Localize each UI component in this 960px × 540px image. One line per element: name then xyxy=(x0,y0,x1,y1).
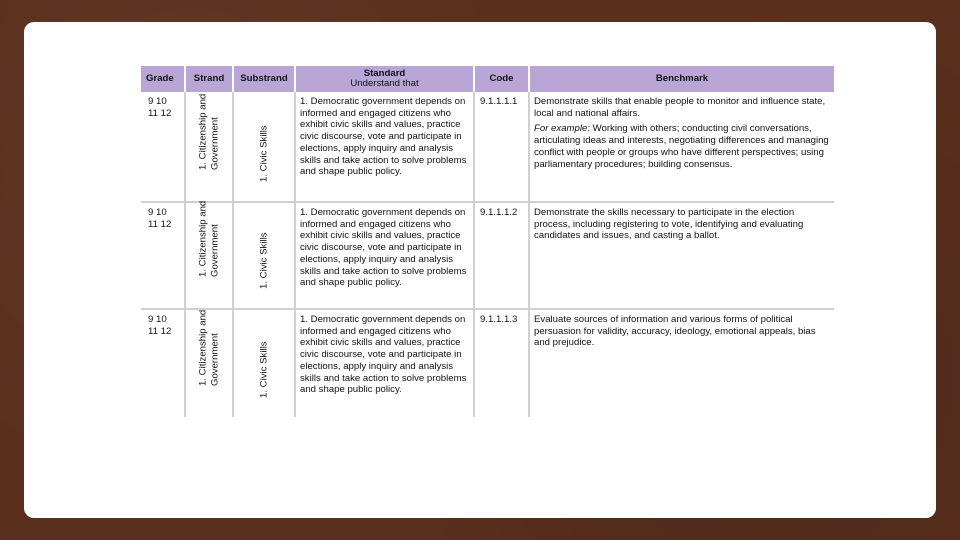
table-header-row xyxy=(141,66,834,92)
header-standard-title: Standard xyxy=(363,67,406,79)
code-cell: 9.1.1.1.1 xyxy=(474,92,529,202)
example-text: Working with others; conducting civil conversations, articulating ideas and interests, negotiating differences and managing conflict with people or groups who have different perspectives; using parliamentary procedures; building consensus. xyxy=(534,123,829,170)
substrand-cell xyxy=(233,309,295,417)
header-benchmark: Benchmark xyxy=(529,66,834,92)
benchmark-cell xyxy=(529,202,834,309)
strand-cell xyxy=(185,309,233,417)
standard-cell: 1. Democratic government depends on informed and engaged citizens who exhibit civic skills and values, practice civic discourse, vote and participate in elections, apply inquiry and analysis skills and take action to solve problems and shape public policy. xyxy=(295,92,474,202)
header-strand: Strand xyxy=(185,66,233,92)
benchmark-cell xyxy=(529,309,834,417)
benchmark-cell xyxy=(529,92,834,202)
table-row xyxy=(141,309,834,417)
substrand-label: 1. Civic Skills xyxy=(258,340,270,398)
grade-line: 11 12 xyxy=(148,107,172,119)
grade-line: 11 12 xyxy=(148,325,172,337)
strand-label: Government xyxy=(209,117,220,170)
header-substrand: Substrand xyxy=(233,66,295,92)
substrand-label: 1. Civic Skills xyxy=(258,124,270,182)
code-cell: 9.1.1.1.2 xyxy=(474,202,529,309)
strand-label: 1. Citizenship and xyxy=(197,93,209,170)
benchmark-text: Demonstrate skills that enable people to monitor and influence state, local and national affairs. xyxy=(534,96,826,119)
header-grade: Grade xyxy=(141,66,185,92)
benchmark-example xyxy=(534,123,830,170)
header-code: Code xyxy=(474,66,529,92)
grade-line: 9 10 xyxy=(148,314,167,325)
strand-label: 1. Citizenship and xyxy=(197,200,209,277)
grade-cell xyxy=(141,202,185,309)
code-cell: 9.1.1.1.3 xyxy=(474,309,529,417)
standard-cell: 1. Democratic government depends on informed and engaged citizens who exhibit civic skills and values, practice civic discourse, vote and participate in elections, apply inquiry and analysis skills and take action to solve problems and shape public policy. xyxy=(295,309,474,417)
substrand-cell xyxy=(233,92,295,202)
header-standard xyxy=(295,66,474,92)
grade-line: 9 10 xyxy=(148,207,167,218)
standards-table xyxy=(141,66,834,417)
table-row xyxy=(141,92,834,202)
substrand-cell xyxy=(233,202,295,309)
grade-cell xyxy=(141,309,185,417)
header-standard-subtitle: Understand that xyxy=(350,78,419,89)
strand-label: Government xyxy=(209,224,220,277)
grade-line: 11 12 xyxy=(148,218,172,230)
strand-label: 1. Citizenship and xyxy=(197,309,209,386)
benchmark-text: Evaluate sources of information and various forms of political persuasion for validity, accuracy, ideology, emotional appeals, bias and prejudice. xyxy=(534,314,816,349)
strand-cell xyxy=(185,202,233,309)
table-row xyxy=(141,202,834,309)
grade-line: 9 10 xyxy=(148,96,167,107)
strand-cell xyxy=(185,92,233,202)
grade-cell xyxy=(141,92,185,202)
example-label: For example: xyxy=(534,123,590,135)
standard-cell: 1. Democratic government depends on informed and engaged citizens who exhibit civic skills and values, practice civic discourse, vote and participate in elections, apply inquiry and analysis skills and take action to solve problems and shape public policy. xyxy=(295,202,474,309)
benchmark-text: Demonstrate the skills necessary to participate in the election process, including registering to vote, identifying and evaluating candidates and issues, and casting a ballot. xyxy=(534,207,804,242)
substrand-label: 1. Civic Skills xyxy=(258,231,270,289)
strand-label: Government xyxy=(209,333,220,386)
